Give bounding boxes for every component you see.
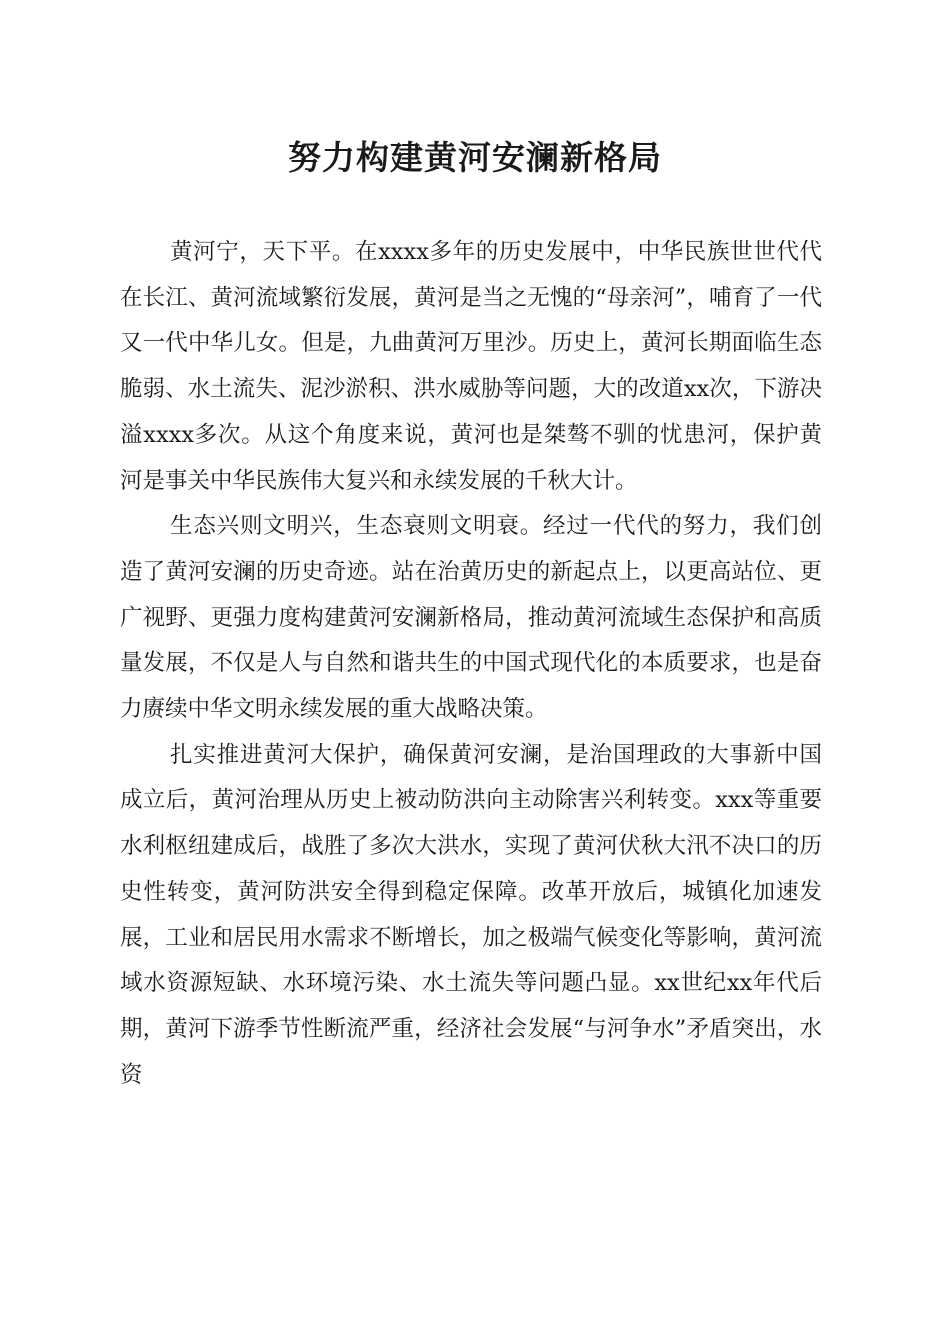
document-title: 努力构建黄河安澜新格局 [288, 138, 662, 177]
paragraph-2: 生态兴则文明兴，生态衰则文明衰。经过一代代的努力，我们创造了黄河安澜的历史奇迹。站在治黄历史的新起点上，以更高站位、更广视野、更强力度构建黄河安澜新格局，推动黄河流域生态保护和高质量发展，不仅是人与自然和谐共生的中国式现代化的本质要求，也是奋力赓续中华文明永续发展的重大战略决策。 [120, 513, 822, 723]
paragraph-1: 黄河宁，天下平。在xxxx多年的历史发展中，中华民族世世代代在长江、黄河流域繁衍发展，黄河是当之无愧的“母亲河”，哺育了一代又一代中华儿女。但是，九曲黄河万里沙。历史上，黄河长期面临生态脆弱、水土流失、泥沙淤积、洪水威胁等问题，大的改道xx次，下游决溢xxxx多次。从这个角度来说，黄河也是桀骜不驯的忧患河，保护黄河是事关中华民族伟大复兴和永续发展的千秋大计。 [120, 239, 822, 494]
paragraph-3: 扎实推进黄河大保护，确保黄河安澜，是治国理政的大事新中国成立后，黄河治理从历史上被动防洪向主动除害兴利转变。xxx等重要水利枢纽建成后，战胜了多次大洪水，实现了黄河伏秋大汛不决口的历史性转变，黄河防洪安全得到稳定保障。改革开放后，城镇化加速发展，工业和居民用水需求不断增长，加之极端气候变化等影响，黄河流域水资源短缺、水环境污染、水土流失等问题凸显。xx世纪xx年代后期，黄河下游季节性断流严重，经济社会发展“与河争水”矛盾突出，水资 [120, 741, 822, 1088]
document-body [120, 230, 822, 1098]
